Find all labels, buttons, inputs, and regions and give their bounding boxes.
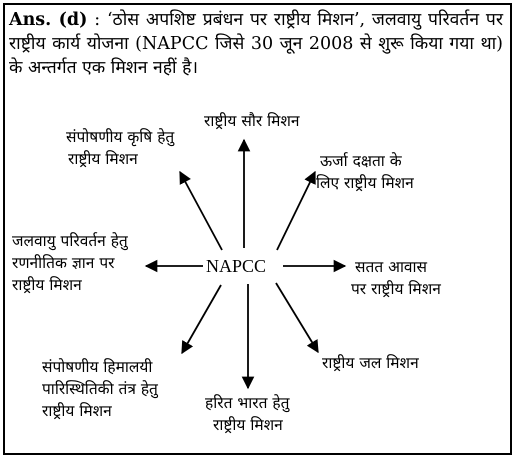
answer-label: Ans. (d) [9, 10, 88, 30]
answer-text: : ‘ठोस अपशिष्ट प्रबंधन पर राष्ट्रीय मिशन’, जलवायु परिवर्तन पर राष्ट्रीय कार्य योजना (NAPCC जिसे 30 जून 2008 से शुरू किया गया था) के अन्तर्गत एक मिशन नहीं है। [9, 10, 503, 78]
mission-water: राष्ट्रीय जल मिशन [322, 354, 419, 372]
arrow-to-himalayan [182, 285, 221, 353]
mission-green-india: हरित भारत हेतु राष्ट्रीय मिशन [205, 394, 290, 434]
mission-solar: राष्ट्रीय सौर मिशन [204, 112, 300, 130]
mission-strategic-knowledge: जलवायु परिवर्तन हेतु रणनीतिक ज्ञान पर राष्ट्रीय मिशन [12, 232, 128, 294]
arrow-to-energy [277, 172, 315, 250]
arrow-to-water [276, 283, 318, 352]
arrow-to-agriculture [180, 172, 222, 250]
mission-sustainable-agriculture: संपोषणीय कृषि हेतु राष्ट्रीय मिशन [66, 128, 175, 168]
napcc-center-node: NAPCC [206, 256, 267, 276]
mission-sustainable-habitat: सतत आवास पर राष्ट्रीय मिशन [351, 258, 441, 298]
mission-himalayan-ecosystem: संपोषणीय हिमालयी पारिस्थितिकी तंत्र हेतु राष्ट्रीय मिशन [42, 358, 158, 420]
mission-energy-efficiency: ऊर्जा दक्षता के लिए राष्ट्रीय मिशन [316, 152, 414, 192]
